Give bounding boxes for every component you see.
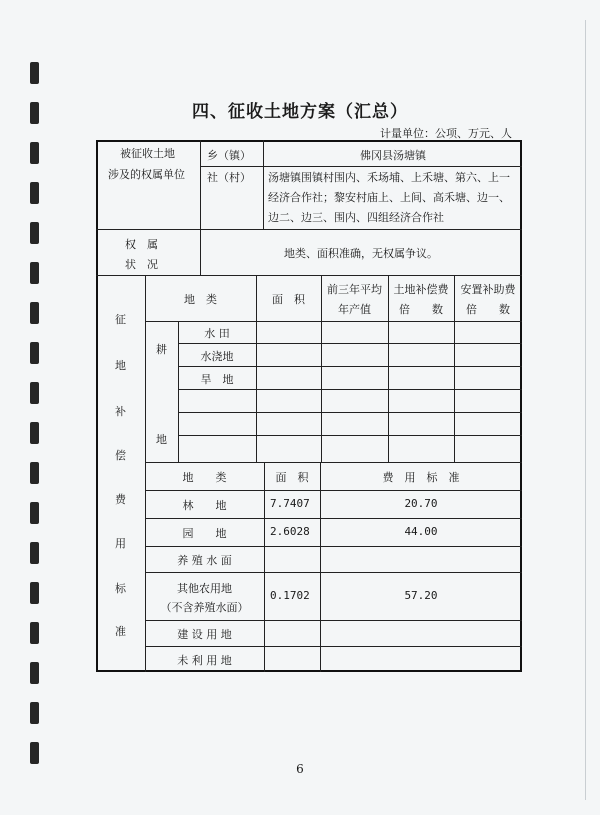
unit-note: 计量单位：公项、万元、人 [380, 127, 512, 140]
page-title: 四、征收土地方案（汇总） [192, 102, 408, 122]
other-header-fee: 费 用 标 准 [382, 471, 460, 484]
arable-header-output-1: 前三年平均 [327, 283, 382, 296]
arable-header-land-type: 地 类 [184, 293, 217, 306]
other-row-area: 7.7407 [270, 497, 310, 510]
other-row-label-note: （不含养殖水面） [160, 601, 249, 614]
village-label: 社（村） [207, 171, 251, 184]
other-row-label: 林 地 [182, 499, 227, 512]
arable-row-irrigated: 水浇地 [200, 350, 234, 363]
other-row-area: 2.6028 [270, 525, 310, 538]
other-row-label: 园 地 [182, 527, 227, 540]
section-label-char: 用 [115, 537, 126, 550]
village-line-2: 经济合作社；黎安村庙上、上间、高禾塘、边一、 [268, 191, 510, 204]
arable-header-resettle-2: 倍 数 [466, 303, 510, 316]
other-row-fee: 20.70 [404, 497, 438, 510]
other-row-label: 其他农用地 [177, 582, 232, 595]
other-row-fee: 44.00 [404, 525, 438, 538]
section-label-char: 准 [115, 625, 126, 638]
arable-header-resettle-1: 安置补助费 [460, 283, 516, 296]
arable-group-label-top: 耕 [156, 343, 167, 356]
arable-group-label-bottom: 地 [156, 433, 167, 446]
ownership-label-line2: 状 况 [125, 258, 158, 271]
owner-label-line2: 涉及的权属单位 [108, 168, 185, 181]
other-row-label: 建 设 用 地 [177, 628, 232, 641]
section-label-char: 补 [115, 405, 126, 418]
section-label-char: 偿 [115, 449, 126, 462]
ownership-value: 地类、面积准确，无权属争议。 [284, 247, 438, 260]
township-value: 佛冈县汤塘镇 [360, 149, 426, 162]
other-row-fee: 57.20 [404, 589, 438, 602]
township-label: 乡（镇） [207, 149, 251, 162]
ownership-label-line1: 权 属 [125, 238, 158, 251]
page-number: 6 [296, 762, 304, 776]
arable-header-land-comp-2: 倍 数 [399, 303, 443, 316]
owner-label-line1: 被征收土地 [120, 147, 175, 160]
binding-holes [30, 50, 42, 780]
other-row-label: 未 利 用 地 [177, 654, 232, 667]
village-line-3: 边二、边三、围内、四组经济合作社 [268, 211, 444, 224]
arable-header-output-2: 年产值 [338, 303, 371, 316]
other-header-area: 面 积 [275, 471, 309, 484]
arable-header-area: 面 积 [272, 293, 305, 306]
other-header-land-type: 地 类 [182, 471, 227, 484]
other-row-label: 养 殖 水 面 [177, 554, 232, 567]
section-label-char: 标 [115, 582, 126, 595]
arable-row-paddy: 水 田 [204, 327, 230, 340]
arable-row-dry: 旱 地 [200, 373, 234, 386]
section-label-char: 征 [115, 313, 126, 326]
arable-header-land-comp-1: 土地补偿费 [393, 283, 449, 296]
page-edge [585, 20, 586, 800]
section-label-char: 地 [115, 359, 126, 372]
village-line-1: 汤塘镇围镇村围内、禾场埔、上禾塘、第六、上一 [268, 171, 510, 184]
other-row-area: 0.1702 [270, 589, 310, 602]
section-label-char: 费 [115, 493, 126, 506]
